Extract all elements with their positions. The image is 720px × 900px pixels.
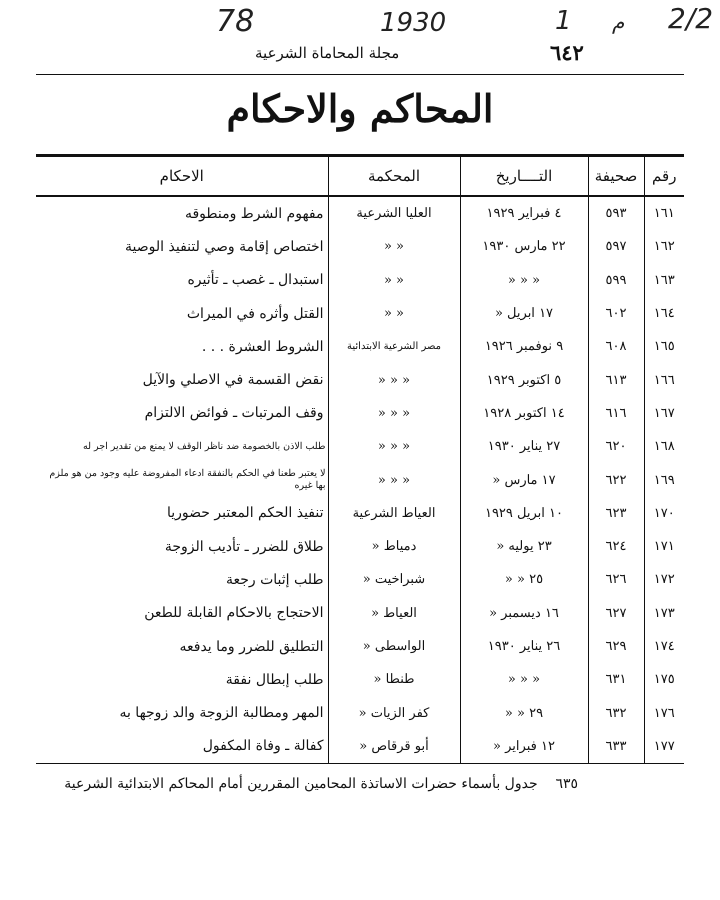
row-page: ٦٢٩ xyxy=(588,630,644,663)
row-page: ٦٢٤ xyxy=(588,530,644,563)
table-header-row xyxy=(36,156,684,197)
row-page: ٦٠٨ xyxy=(588,330,644,363)
row-number: ١٦٦ xyxy=(653,372,675,388)
table-row xyxy=(36,463,684,496)
row-court: طنطا « xyxy=(328,663,460,696)
row-page: ٦١٦ xyxy=(588,397,644,430)
row-page: ٦٣١ xyxy=(588,663,644,696)
row-date: « « « xyxy=(460,264,588,297)
row-number: ١٧٠ xyxy=(653,505,675,521)
row-page: ٥٩٣ xyxy=(588,196,644,230)
journal-title: مجلة المحاماة الشرعية xyxy=(255,44,400,62)
column-header-page: صحيفة xyxy=(588,156,644,197)
table-row xyxy=(36,497,684,530)
row-page: ٦٠٢ xyxy=(588,297,644,330)
row-number: ١٦٢ xyxy=(653,239,675,255)
header-divider xyxy=(36,74,684,75)
row-number: ١٦٥ xyxy=(653,339,675,355)
table-row xyxy=(36,297,684,330)
row-court: « « « xyxy=(328,463,460,496)
row-court: « « xyxy=(328,297,460,330)
table-row xyxy=(36,730,684,764)
row-date: ٢٥ « « xyxy=(460,563,588,596)
row-number: ١٧٧ xyxy=(644,730,684,764)
table-row xyxy=(36,630,684,663)
table-row xyxy=(36,530,684,563)
row-number: ١٦٧ xyxy=(653,405,675,421)
footer-text: جدول بأسماء حضرات الاساتذة المحامين المقررين أمام المحاكم الابتدائية الشرعية xyxy=(64,776,538,792)
row-court: « « xyxy=(328,230,460,263)
footer-entry xyxy=(58,776,578,792)
row-ruling: طلب الاذن بالخصومة ضد ناظر الوقف لا يمنع من تقدير اجر له xyxy=(36,430,328,463)
row-date: ١٢ فبراير « xyxy=(460,730,588,764)
row-date: ٢٩ « « xyxy=(460,696,588,729)
row-number: ١٦٣ xyxy=(653,272,675,288)
row-date: ١٧ ابريل « xyxy=(460,297,588,330)
handwritten-year: 1930 xyxy=(380,8,447,38)
row-page: ٥٩٩ xyxy=(588,264,644,297)
row-court: العياط « xyxy=(328,597,460,630)
row-court: كفر الزيات « xyxy=(328,696,460,729)
row-court: أبو قرقاص « xyxy=(328,730,460,764)
table-row xyxy=(36,230,684,263)
row-ruling: تنفيذ الحكم المعتبر حضوريا xyxy=(36,497,328,530)
table-row xyxy=(36,696,684,729)
row-ruling: نقض القسمة في الاصلي والآيل xyxy=(36,363,328,396)
row-page: ٦٣٢ xyxy=(588,696,644,729)
table-row xyxy=(36,264,684,297)
row-date: « « « xyxy=(460,663,588,696)
row-number: ١٦٤ xyxy=(653,306,675,322)
row-court: دمياط « xyxy=(328,530,460,563)
row-ruling: استبدال ـ غصب ـ تأثيره xyxy=(36,264,328,297)
row-ruling: طلب إبطال نفقة xyxy=(36,663,328,696)
row-ruling: الاحتجاج بالاحكام القابلة للطعن xyxy=(36,597,328,630)
row-number: ١٦١ xyxy=(653,206,675,222)
row-number: ١٧٤ xyxy=(653,639,675,654)
row-page: ٦٢٠ xyxy=(588,430,644,463)
row-number: ١٧١ xyxy=(653,539,675,555)
row-date: ١٧ مارس « xyxy=(460,463,588,496)
row-ruling: كفالة ـ وفاة المكفول xyxy=(36,730,328,764)
row-ruling: المهر ومطالبة الزوجة والد زوجها به xyxy=(36,696,328,729)
handwritten-mark: 1 xyxy=(555,6,572,36)
row-court: « « « xyxy=(328,430,460,463)
column-header-court: المحكمة xyxy=(328,156,460,197)
row-date: ٢٦ يناير ١٩٣٠ xyxy=(460,630,588,663)
page-number: ٦٤٢ xyxy=(550,40,584,65)
row-date: ٩ نوفمبر ١٩٢٦ xyxy=(460,330,588,363)
row-number: ١٧٢ xyxy=(653,572,675,588)
column-header-rulings: الاحكام xyxy=(36,156,328,197)
row-court: العياط الشرعية xyxy=(328,497,460,530)
footer-page-number: ٦٣٥ xyxy=(555,776,578,792)
handwritten-mark: م xyxy=(612,10,625,34)
row-page: ٦٢٦ xyxy=(588,563,644,596)
row-number: ١٧٣ xyxy=(653,605,675,621)
row-number: ١٦٩ xyxy=(653,472,675,488)
table-row xyxy=(36,397,684,430)
row-page: ٦١٣ xyxy=(588,363,644,396)
row-number: ١٧٥ xyxy=(653,672,675,688)
row-court: « « xyxy=(328,264,460,297)
row-date: ٥ اكتوبر ١٩٢٩ xyxy=(460,363,588,396)
row-ruling: طلاق للضرر ـ تأديب الزوجة xyxy=(36,530,328,563)
row-ruling: التطليق للضرر وما يدفعه xyxy=(36,630,328,663)
row-ruling: القتل وأثره في الميراث xyxy=(36,297,328,330)
section-title: المحاكم والاحكام xyxy=(226,86,494,131)
table-row xyxy=(36,430,684,463)
row-page: ٦٢٧ xyxy=(588,597,644,630)
row-date: ١٦ ديسمبر « xyxy=(460,597,588,630)
handwritten-note: 78 xyxy=(216,4,255,39)
rulings-table xyxy=(36,154,684,764)
table-row xyxy=(36,663,684,696)
row-court: « « « xyxy=(328,363,460,396)
table-row xyxy=(36,330,684,363)
row-court: « « « xyxy=(328,397,460,430)
row-court: العليا الشرعية xyxy=(328,196,460,230)
row-date: ٢٣ يوليه « xyxy=(460,530,588,563)
row-page: ٥٩٧ xyxy=(588,230,644,263)
column-header-number: رقم xyxy=(644,156,684,197)
row-date: ٢٧ يناير ١٩٣٠ xyxy=(460,430,588,463)
row-number: ١٦٨ xyxy=(653,439,675,455)
column-header-date: التــــاريخ xyxy=(460,156,588,197)
table-row xyxy=(36,363,684,396)
row-date: ١٠ ابريل ١٩٢٩ xyxy=(460,497,588,530)
table-row xyxy=(36,597,684,630)
row-page: ٦٢٢ xyxy=(588,463,644,496)
row-ruling: الشروط العشرة . . . xyxy=(36,330,328,363)
row-ruling: لا يعتبر طعنا في الحكم بالنفقة ادعاء المفروضة عليه وجود من هو ملزم بها غيره xyxy=(36,463,328,496)
row-court: الواسطى « xyxy=(328,630,460,663)
row-page: ٦٢٣ xyxy=(588,497,644,530)
row-court: شبراخيت « xyxy=(328,563,460,596)
row-court: مصر الشرعية الابتدائية xyxy=(328,330,460,363)
row-date: ١٤ اكتوبر ١٩٢٨ xyxy=(460,397,588,430)
row-page: ٦٣٣ xyxy=(588,730,644,764)
row-date: ٢٢ مارس ١٩٣٠ xyxy=(460,230,588,263)
row-ruling: طلب إثبات رجعة xyxy=(36,563,328,596)
row-ruling: وقف المرتبات ـ فوائض الالتزام xyxy=(36,397,328,430)
row-ruling: مفهوم الشرط ومنطوقه xyxy=(36,196,328,230)
table-row xyxy=(36,563,684,596)
row-ruling: اختصاص إقامة وصي لتنفيذ الوصية xyxy=(36,230,328,263)
row-date: ٤ فبراير ١٩٢٩ xyxy=(460,196,588,230)
handwritten-fraction: 2/2 xyxy=(668,2,714,35)
row-number: ١٧٦ xyxy=(653,705,675,721)
table-row xyxy=(36,196,684,230)
